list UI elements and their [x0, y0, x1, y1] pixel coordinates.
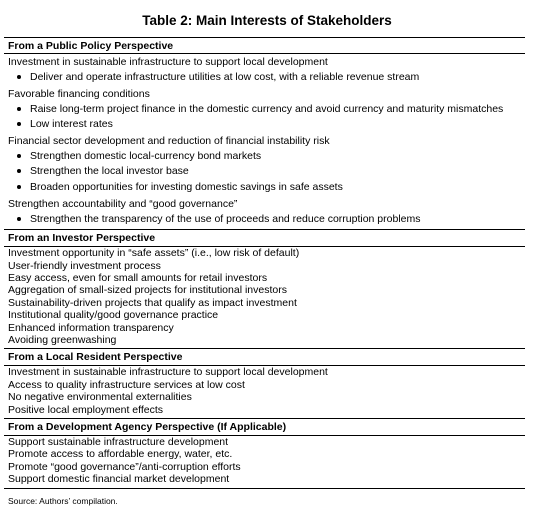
list-item: Financial sector development and reduction of financial instability risk [8, 134, 330, 147]
list-item: Promote access to affordable energy, water, etc. [8, 448, 233, 461]
section-header: From a Public Policy Perspective [8, 40, 174, 52]
section-header: From a Local Resident Perspective [8, 351, 183, 364]
list-item: Strengthen accountability and “good governance” [8, 197, 238, 210]
list-item: Investment opportunity in “safe assets” (i.e., low risk of default) [8, 247, 300, 260]
section-local-resident [8, 349, 523, 416]
list-item: Institutional quality/good governance practice [8, 309, 219, 322]
list-item: No negative environmental externalities [8, 391, 192, 404]
section-development-agency [8, 419, 523, 486]
list-item: Promote “good governance”/anti-corruption efforts [8, 460, 241, 473]
list-item: Access to quality infrastructure services at low cost [8, 378, 245, 391]
section-header: From a Development Agency Perspective (If Applicable) [8, 421, 287, 434]
bullet-item: Strengthen the local investor base [8, 164, 523, 180]
section-investor [8, 230, 523, 346]
list-item: Sustainability-driven projects that qualify as impact investment [8, 296, 297, 309]
bullet-item: Strengthen domestic local-currency bond markets [8, 149, 523, 165]
bullet-item: Deliver and operate infrastructure utilities at low cost, with a reliable revenue stream [8, 70, 523, 86]
list-item: User-friendly investment process [8, 259, 161, 272]
list-item: Investment in sustainable infrastructure to support local development [8, 366, 328, 379]
list-item: Easy access, even for small amounts for retail investors [8, 271, 268, 284]
table-bottom-rule [4, 488, 525, 489]
list-item: Favorable financing conditions [8, 87, 150, 100]
bullet-item: Broaden opportunities for investing domestic savings in safe assets [8, 180, 523, 196]
list-item: Positive local employment effects [8, 403, 164, 416]
section-header: From an Investor Perspective [8, 232, 156, 245]
list-item: Aggregation of small-sized projects for institutional investors [8, 284, 287, 297]
list-item: Support domestic financial market development [8, 473, 230, 486]
table-title: Table 2: Main Interests of Stakeholders [142, 13, 392, 28]
list-item: Avoiding greenwashing [8, 334, 117, 346]
bullet-item: Strengthen the transparency of the use of proceeds and reduce corruption problems [8, 212, 523, 228]
list-item: Enhanced information transparency [8, 321, 174, 334]
source-note: Source: Authors’ compilation. [8, 495, 118, 506]
section-public-policy [8, 38, 523, 227]
section-header-rule [4, 53, 525, 54]
bullet-item: Raise long-term project finance in the domestic currency and avoid currency and maturity mismatches [8, 102, 523, 118]
bullet-item: Low interest rates [8, 117, 523, 133]
list-item: Support sustainable infrastructure development [8, 436, 229, 449]
list-item: Investment in sustainable infrastructure to support local development [8, 56, 328, 68]
